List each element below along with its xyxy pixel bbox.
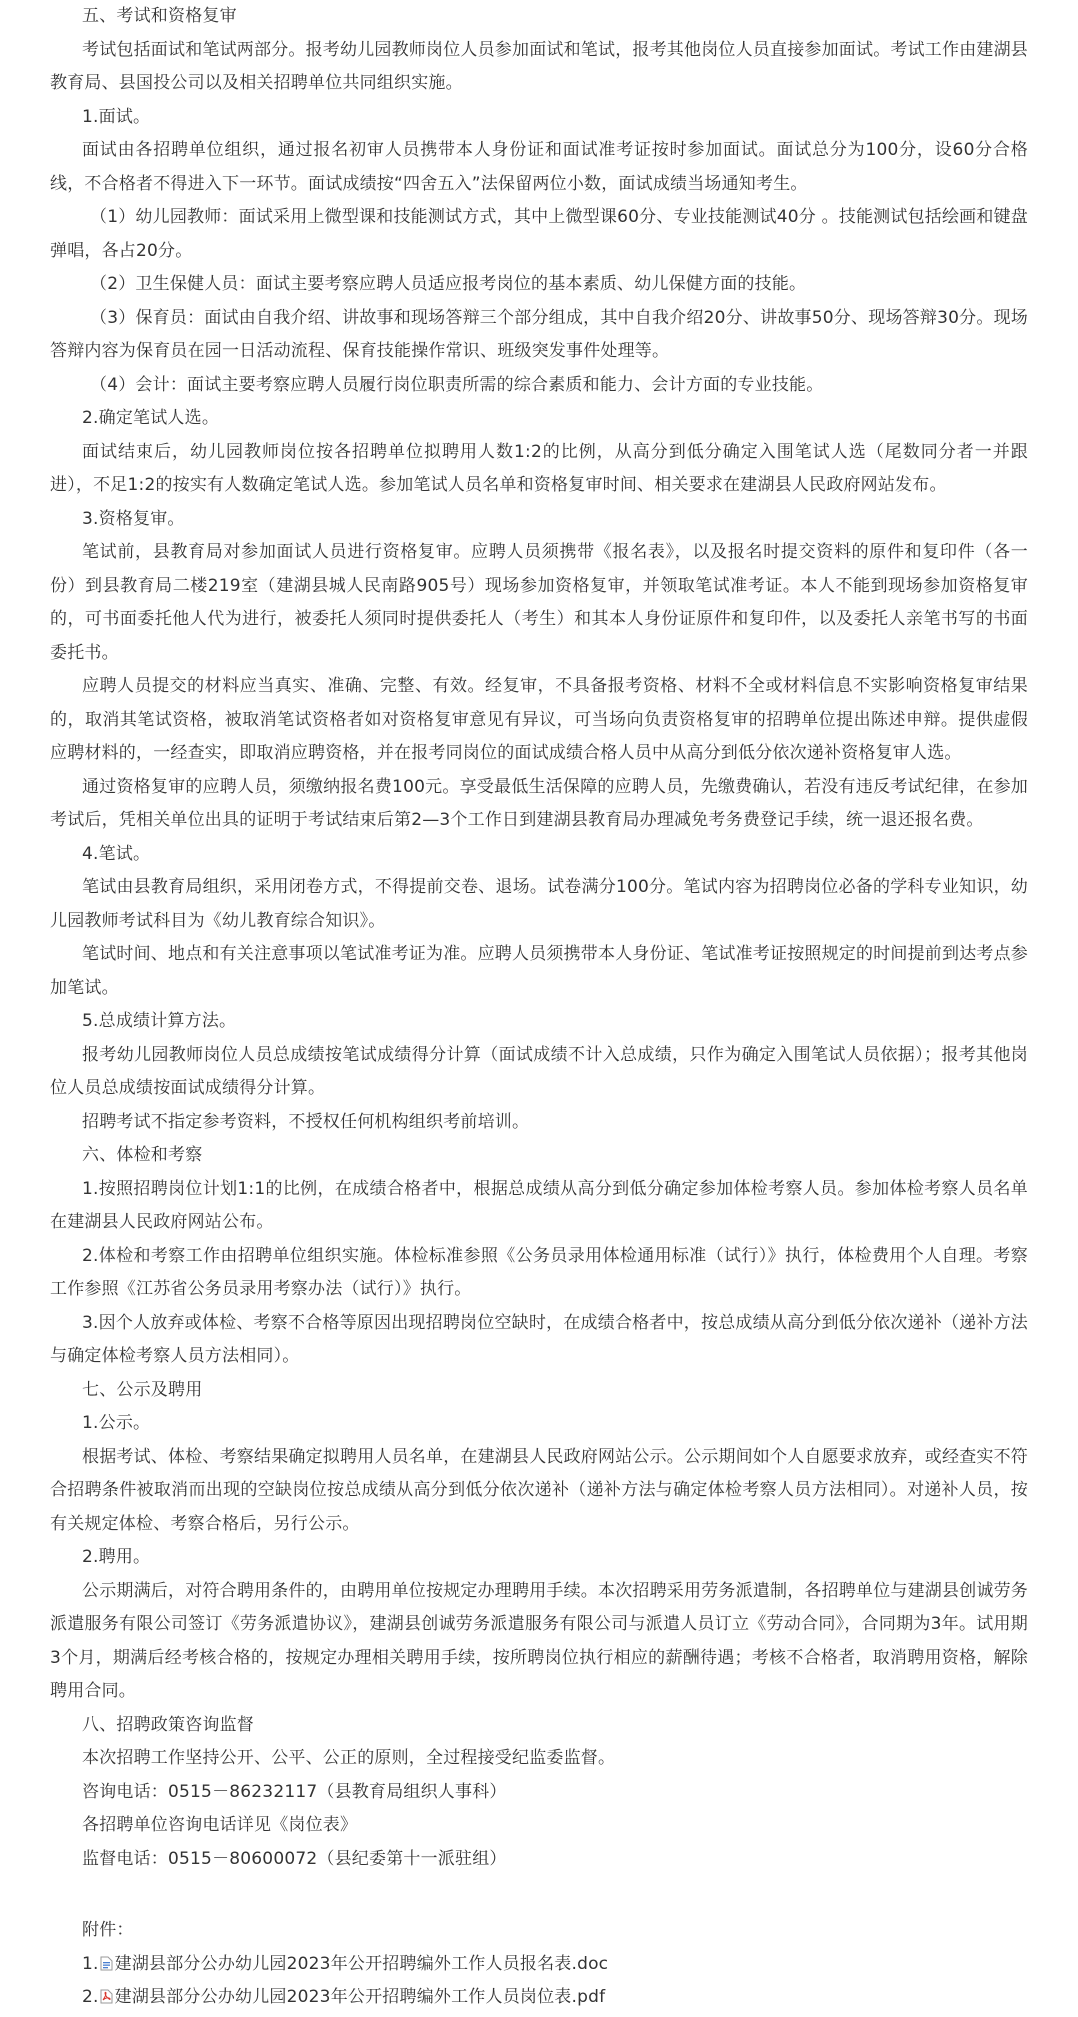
paragraph: 六、体检和考察 [82, 1145, 203, 1165]
paragraph: 咨询电话：0515－86232117（县教育局组织人事科） [82, 1781, 507, 1802]
paragraph: 通过资格复审的应聘人员，须缴纳报名费100元。享受最低生活保障的应聘人员，先缴费确认，若没有违反考试纪律，在参加考试后，凭相关单位出具的证明于考试结束后第2—3个工作日到建湖县教育局办理减免考务费登记手续，统一退还报名费。 [50, 776, 1028, 830]
paragraph: 2.聘用。 [82, 1547, 151, 1567]
paragraph: 3.因个人放弃或体检、考察不合格等原因出现招聘岗位空缺时，在成绩合格者中，按总成绩从高分到低分依次递补（递补方法与确定体检考察人员方法相同）。 [50, 1312, 1028, 1366]
paragraph: （1）幼儿园教师：面试采用上微型课和技能测试方式，其中上微型课60分、专业技能测试40分 。技能测试包括绘画和键盘弹唱，各占20分。 [50, 207, 1028, 261]
paragraph: 各招聘单位咨询电话详见《岗位表》 [82, 1815, 358, 1835]
paragraph: 1.按照招聘岗位计划1:1的比例，在成绩合格者中，根据总成绩从高分到低分确定参加体检考察人员。参加体检考察人员名单在建湖县人民政府网站公布。 [50, 1178, 1028, 1232]
attachment-list [50, 1948, 1028, 2015]
paragraph: 本次招聘工作坚持公开、公平、公正的原则，全过程接受纪监委监督。 [82, 1748, 616, 1768]
paragraph: （2）卫生保健人员：面试主要考察应聘人员适应报考岗位的基本素质、幼儿保健方面的技能。 [90, 274, 807, 294]
paragraph: 面试结束后，幼儿园教师岗位按各招聘单位拟聘用人数1:2的比例，从高分到低分确定入围笔试人选（尾数同分者一并跟进），不足1:2的按实有人数确定笔试人选。参加笔试人员名单和资格复审时间、相关要求在建湖县人民政府网站发布。 [50, 441, 1028, 495]
paragraph: 应聘人员提交的材料应当真实、准确、完整、有效。经复审，不具备报考资格、材料不全或材料信息不实影响资格复审结果的，取消其笔试资格，被取消笔试资格者如对资格复审意见有异议，可当场向负责资格复审的招聘单位提出陈述申辩。提供虚假应聘材料的，一经查实，即取消应聘资格，并在报考同岗位的面试成绩合格人员中从高分到低分依次递补资格复审人选。 [50, 676, 1028, 763]
paragraph: 2.确定笔试人选。 [82, 408, 220, 428]
attachment-index: 2. [82, 1987, 99, 2007]
paragraph: （4）会计：面试主要考察应聘人员履行岗位职责所需的综合素质和能力、会计方面的专业技能。 [90, 374, 824, 395]
paragraph: 笔试由县教育局组织，采用闭卷方式，不得提前交卷、退场。试卷满分100分。笔试内容为招聘岗位必备的学科专业知识，幼儿园教师考试科目为《幼儿教育综合知识》。 [50, 877, 1028, 931]
attachment-link[interactable]: 建湖县部分公办幼儿园2023年公开招聘编外工作人员岗位表.pdf [114, 1987, 606, 2007]
paragraph: 报考幼儿园教师岗位人员总成绩按笔试成绩得分计算（面试成绩不计入总成绩，只作为确定入围笔试人员依据）；报考其他岗位人员总成绩按面试成绩得分计算。 [50, 1044, 1028, 1098]
paragraph: 2.体检和考察工作由招聘单位组织实施。体检标准参照《公务员录用体检通用标准（试行）》执行，体检费用个人自理。考察工作参照《江苏省公务员录用考察办法（试行）》执行。 [50, 1245, 1028, 1299]
attachments-label: 附件： [82, 1920, 134, 1940]
paragraph: 公示期满后，对符合聘用条件的，由聘用单位按规定办理聘用手续。本次招聘采用劳务派遣制，各招聘单位与建湖县创诚劳务派遣服务有限公司签订《劳务派遣协议》，建湖县创诚劳务派遣服务有限公司与派遣人员订立《劳动合同》，合同期为3年。试用期3个月，期满后经考核合格的，按规定办理相关聘用手续，按所聘岗位执行相应的薪酬待遇；考核不合格者，取消聘用资格，解除聘用合同。 [50, 1580, 1028, 1701]
paragraph: （3）保育员：面试由自我介绍、讲故事和现场答辩三个部分组成，其中自我介绍20分、讲故事50分、现场答辩30分。现场答辩内容为保育员在园一日活动流程、保育技能操作常识、班级突发事件处理等。 [50, 307, 1028, 361]
paragraph: 笔试前，县教育局对参加面试人员进行资格复审。应聘人员须携带《报名表》，以及报名时提交资料的原件和复印件（各一份）到县教育局二楼219室（建湖县城人民南路905号）现场参加资格复审，并领取笔试准考证。本人不能到现场参加资格复审的，可书面委托他人代为进行，被委托人须同时提供委托人（考生）和其本人身份证原件和复印件，以及委托人亲笔书写的书面委托书。 [50, 542, 1028, 663]
attachment-link[interactable]: 建湖县部分公办幼儿园2023年公开招聘编外工作人员报名表.doc [114, 1953, 609, 1974]
paragraph: 监督电话：0515－80600072（县纪委第十一派驻组） [82, 1848, 507, 1869]
paragraph: 面试由各招聘单位组织，通过报名初审人员携带本人身份证和面试准考证按时参加面试。面试总分为100分，设60分合格线，不合格者不得进入下一环节。面试成绩按“四舍五入”法保留两位小数，面试成绩当场通知考生。 [50, 140, 1028, 194]
paragraph-list [50, 0, 1028, 1876]
attachment-item[interactable] [50, 1948, 1028, 1982]
paragraph: 七、公示及聘用 [82, 1379, 203, 1400]
paragraph: 根据考试、体检、考察结果确定拟聘用人员名单，在建湖县人民政府网站公示。公示期间如个人自愿要求放弃，或经查实不符合招聘条件被取消而出现的空缺岗位按总成绩从高分到低分依次递补（递补方法与确定体检考察人员方法相同）。对递补人员，按有关规定体检、考察合格后，另行公示。 [50, 1446, 1028, 1534]
pdf-file-icon [100, 1983, 113, 1998]
paragraph: 考试包括面试和笔试两部分。报考幼儿园教师岗位人员参加面试和笔试，报考其他岗位人员直接参加面试。考试工作由建湖县教育局、县国投公司以及相关招聘单位共同组织实施。 [50, 39, 1028, 93]
paragraph: 1.面试。 [82, 106, 151, 127]
paragraph: 笔试时间、地点和有关注意事项以笔试准考证为准。应聘人员须携带本人身份证、笔试准考证按照规定的时间提前到达考点参加笔试。 [50, 944, 1028, 998]
paragraph: 1.公示。 [82, 1413, 151, 1433]
doc-file-icon [100, 1950, 113, 1965]
paragraph: 招聘考试不指定参考资料，不授权任何机构组织考前培训。 [82, 1111, 530, 1132]
paragraph: 4.笔试。 [82, 843, 151, 864]
spacer [50, 1876, 1028, 1914]
attachment-index: 1. [82, 1953, 99, 1974]
paragraph: 五、考试和资格复审 [82, 6, 237, 26]
paragraph: 3.资格复审。 [82, 508, 185, 529]
paragraph: 5.总成绩计算方法。 [82, 1011, 237, 1031]
paragraph: 八、招聘政策咨询监督 [82, 1714, 254, 1735]
attachment-item[interactable] [50, 1981, 1028, 2015]
